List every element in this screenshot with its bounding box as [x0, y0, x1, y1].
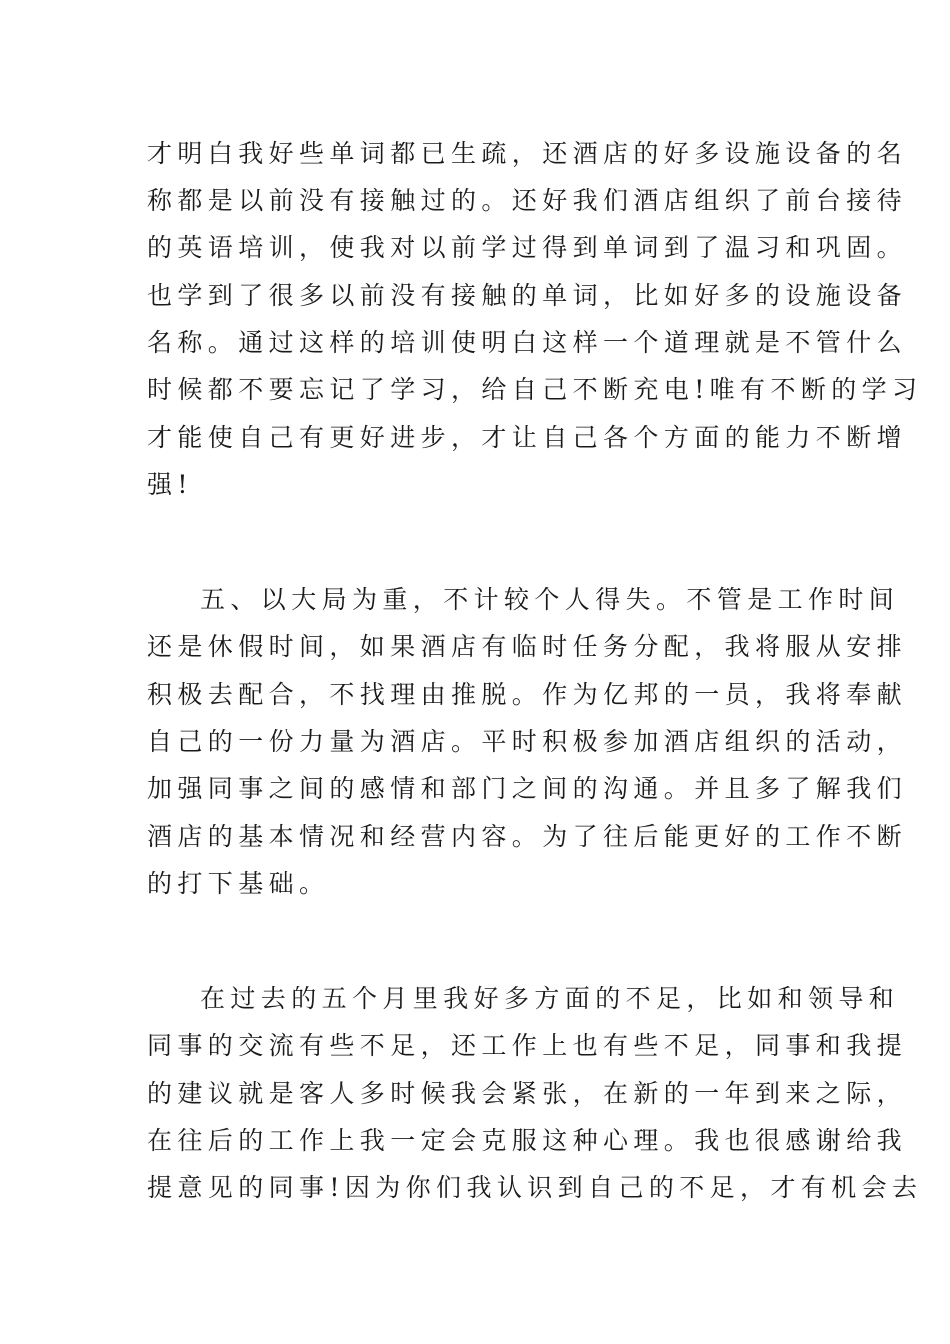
- text-line: 强!: [147, 470, 193, 499]
- text-line: 才明白我好些单词都已生疏，还酒店的好多设施设备的名: [147, 139, 908, 168]
- text-line: 的打下基础。: [147, 869, 330, 898]
- text-line: 名称。通过这样的培训使明白这样一个道理就是不管什么: [147, 328, 908, 357]
- text-line: 在过去的五个月里我好多方面的不足，比如和领导和: [200, 984, 900, 1013]
- text-line: 积极去配合，不找理由推脱。作为亿邦的一员，我将奉献: [147, 680, 908, 709]
- text-line: 还是休假时间，如果酒店有临时任务分配，我将服从安排: [147, 632, 908, 661]
- text-line: 提意见的同事!因为你们我认识到自己的不足，才有机会去: [147, 1173, 923, 1202]
- text-line: 才能使自己有更好进步，才让自己各个方面的能力不断增: [147, 423, 908, 452]
- text-line: 在往后的工作上我一定会克服这种心理。我也很感谢给我: [147, 1126, 908, 1155]
- text-line: 五、以大局为重，不计较个人得失。不管是工作时间: [200, 585, 900, 614]
- text-line: 酒店的基本情况和经营内容。为了往后能更好的工作不断: [147, 822, 908, 851]
- text-line: 的英语培训，使我对以前学过得到单词到了温习和巩固。: [147, 233, 908, 262]
- text-line: 时候都不要忘记了学习，给自己不断充电!唯有不断的学习: [147, 375, 923, 404]
- text-line: 称都是以前没有接触过的。还好我们酒店组织了前台接待: [147, 186, 908, 215]
- text-line: 同事的交流有些不足，还工作上也有些不足，同事和我提: [147, 1031, 908, 1060]
- text-line: 也学到了很多以前没有接触的单词，比如好多的设施设备: [147, 281, 908, 310]
- text-line: 的建议就是客人多时候我会紧张，在新的一年到来之际，: [147, 1079, 908, 1108]
- text-line: 自己的一份力量为酒店。平时积极参加酒店组织的活动，: [147, 727, 908, 756]
- text-line: 加强同事之间的感情和部门之间的沟通。并且多了解我们: [147, 774, 908, 803]
